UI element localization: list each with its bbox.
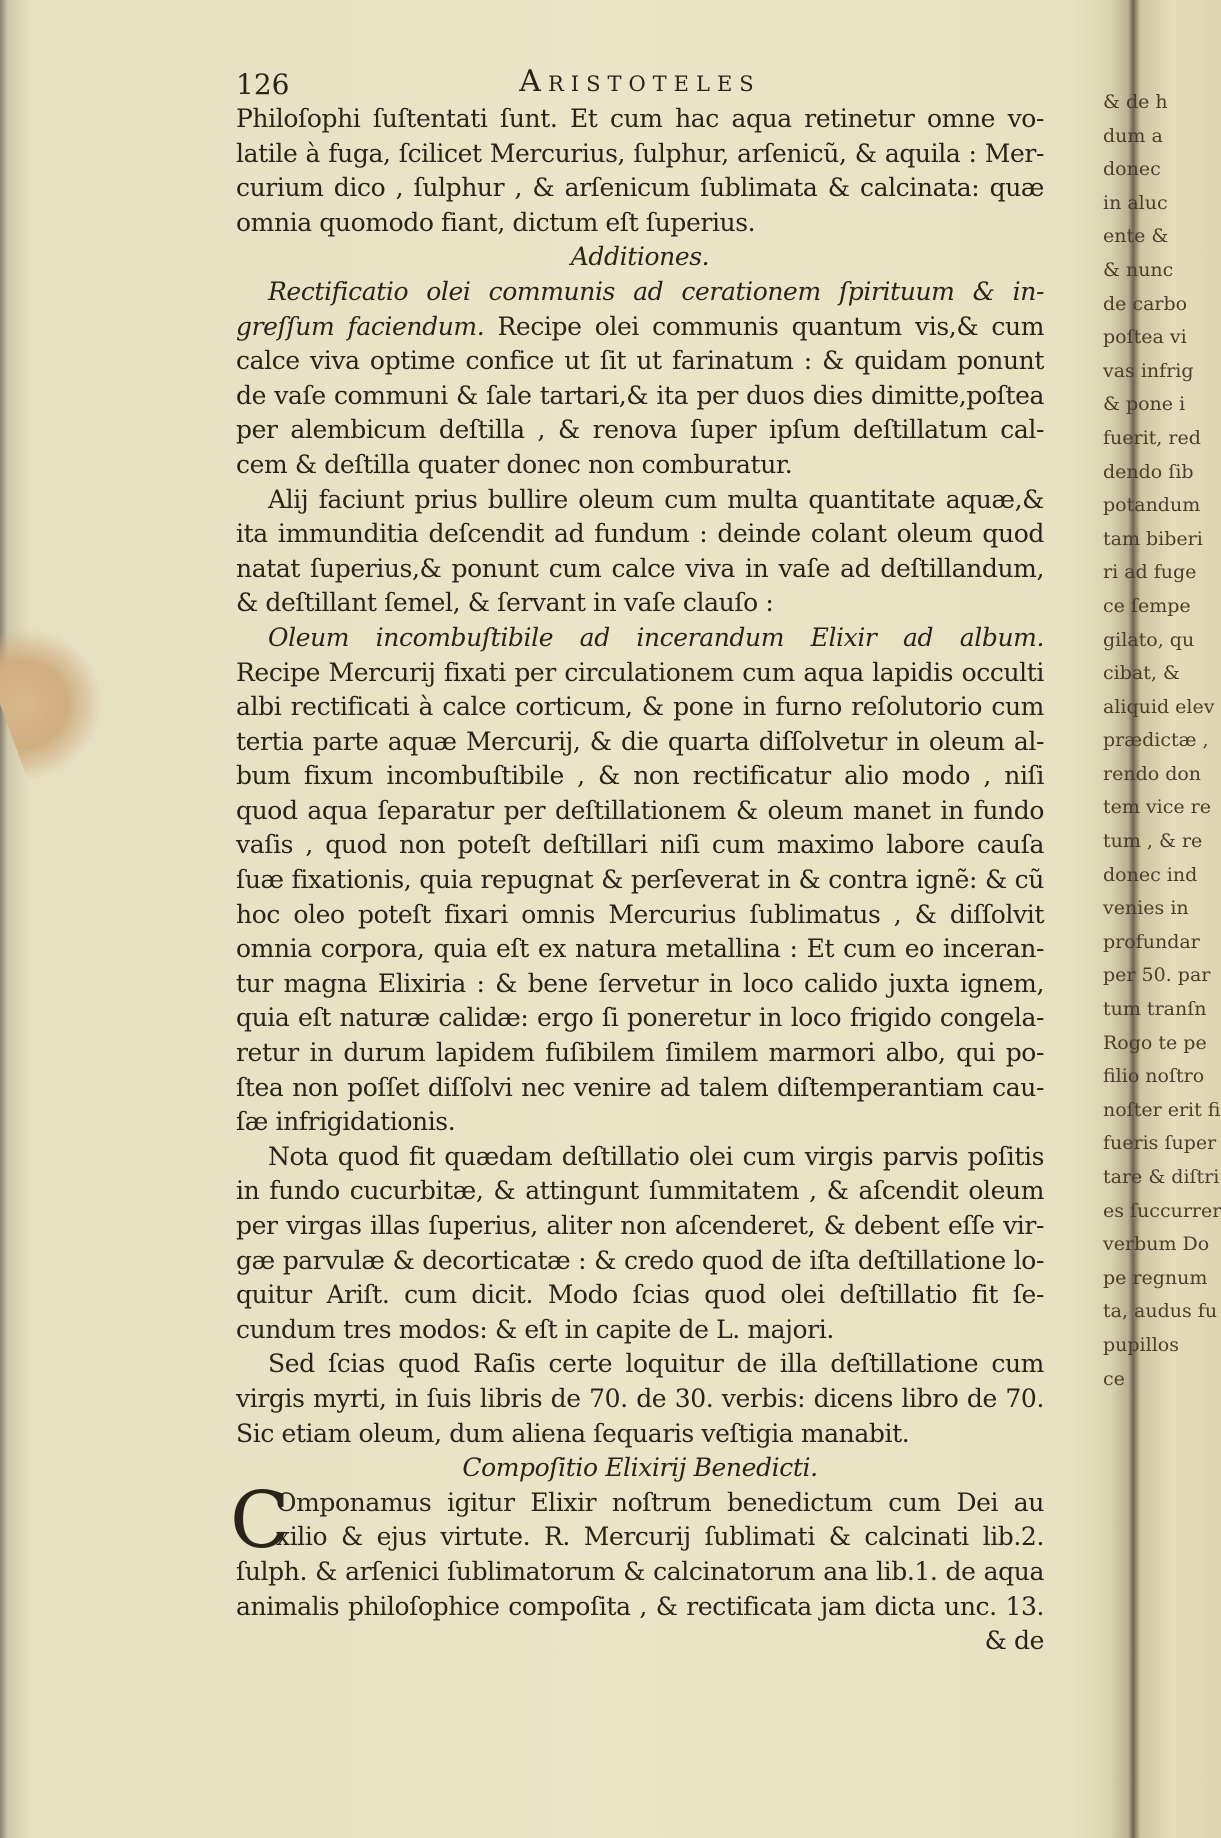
text-run: per virgas illas ſuperius, aliter non aſcenderet, & debent eſſe vir- xyxy=(236,1211,1044,1240)
text-line xyxy=(236,517,1044,552)
text-line xyxy=(236,1624,1044,1659)
facing-page-fragment: aliquid elev xyxy=(1103,695,1215,718)
facing-page-fragment: tem vice re xyxy=(1103,796,1211,819)
body-text xyxy=(230,102,1045,1659)
text-line xyxy=(236,794,1044,829)
facing-page-fragment: tam biberi xyxy=(1103,527,1203,550)
facing-page-fragment: Rogo te pe xyxy=(1103,1031,1207,1054)
text-line xyxy=(236,1278,1044,1313)
text-line xyxy=(236,828,1044,863)
text-line xyxy=(236,310,1044,345)
facing-page-fragment: filio noſtro xyxy=(1103,1065,1205,1088)
text-line xyxy=(236,1174,1044,1209)
facing-page-fragment: & pone i xyxy=(1103,393,1186,416)
facing-page-fragment: & de h xyxy=(1103,91,1168,113)
text-line xyxy=(236,863,1044,898)
facing-page-fragment: ri ad fuge xyxy=(1103,561,1197,584)
text-run: omnia corpora, quia eſt ex natura metallina : Et cum eo inceran- xyxy=(236,934,1044,964)
text-line xyxy=(236,275,1044,310)
text-line xyxy=(236,1382,1044,1417)
text-line xyxy=(236,1313,1044,1348)
text-line xyxy=(236,206,1044,241)
facing-page-fragment: profundar xyxy=(1103,930,1200,953)
text-run: ſuæ fixationis, quia repugnat & perſeverat in & contra ignẽ: & cũ xyxy=(236,865,1044,895)
text-line xyxy=(236,725,1044,760)
facing-page-fragment: donec ind xyxy=(1103,863,1198,886)
text-run: Alij faciunt prius bullire oleum cum multa quantitate aquæ,& xyxy=(268,484,1044,514)
text-line xyxy=(236,1036,1044,1071)
text-run: curium dico , ſulphur , & arſenicum ſublimata & calcinata: quæ xyxy=(236,173,1044,203)
text-line xyxy=(236,448,1044,483)
facing-page-fragment: ce xyxy=(1103,1367,1125,1390)
text-run: retur in durum lapidem fuſibilem ſimilem marmori albo, qui po- xyxy=(236,1038,1044,1068)
text-run: animalis philoſophice compoſita , & rectificata jam dicta unc. 13. xyxy=(236,1591,1044,1621)
page-stain xyxy=(0,607,123,782)
text-run: ſulph. & arſenici ſublimatorum & calcinatorum ana lib.1. de aqua xyxy=(236,1556,1044,1586)
facing-page-fragment: gilato, qu xyxy=(1103,628,1195,651)
text-run: cundum tres modos: & eſt in capite de L. majori. xyxy=(236,1314,834,1344)
facing-page-fragment: ente & xyxy=(1103,225,1169,248)
facing-page-fragment: pupillos xyxy=(1103,1333,1179,1356)
drop-cap: C xyxy=(230,1475,290,1566)
facing-page-fragment: verbum Do xyxy=(1103,1233,1210,1256)
text-run: quitur Ariſt. cum dicit. Modo ſcias quod olei deſtillatio fit ſe- xyxy=(236,1280,1044,1310)
text-line xyxy=(236,102,1044,137)
text-run: xilio & ejus virtute. R. Mercurij ſublimati & calcinati lib.2. xyxy=(276,1522,1044,1552)
text-run: virgis myrti, in ſuis libris de 70. de 30. verbis: dicens libro de 70. xyxy=(236,1383,1044,1413)
facing-page-fragment: potandum xyxy=(1103,494,1201,517)
text-line xyxy=(236,932,1044,967)
facing-page-fragment: tum , & re xyxy=(1103,830,1203,853)
text-line xyxy=(236,1417,1044,1452)
text-run: Omponamus igitur Elixir noſtrum benedictum cum Dei au xyxy=(276,1487,1044,1517)
text-run: vaſis , quod non poteſt deſtillari niſi cum maximo labore cauſa xyxy=(236,830,1044,860)
text-run: tur magna Elixiria : & bene ſervetur in loco calido juxta ignem, xyxy=(236,968,1044,998)
facing-page-fragment: fueris ſuper xyxy=(1103,1132,1217,1155)
text-line xyxy=(236,1140,1044,1175)
text-line xyxy=(236,552,1044,587)
italic-text: Compoſitio Elixirij Benedicti. xyxy=(462,1453,818,1483)
facing-page-fragment: es ſuccurrer xyxy=(1103,1199,1221,1222)
facing-page-fragment: noſter erit fi xyxy=(1103,1098,1221,1121)
facing-page-fragment: dum a xyxy=(1103,124,1163,147)
facing-page-fragment: tare & diſtri xyxy=(1103,1166,1220,1188)
text-run: hoc oleo poteſt fixari omnis Mercurius ſublimatus , & diſſolvit xyxy=(236,899,1044,929)
text-line xyxy=(236,1105,1044,1140)
text-run: bum fixum incombuſtibile , & non rectificatur alio modo , niſi xyxy=(236,761,1044,791)
text-line xyxy=(236,240,1044,275)
text-line xyxy=(236,759,1044,794)
facing-page-fragment: prædictæ , xyxy=(1103,729,1209,752)
text-line xyxy=(236,586,1044,621)
text-run: Philoſophi ſuſtentati ſunt. Et cum hac aqua retinetur omne vo- xyxy=(236,104,1044,133)
text-line xyxy=(236,1071,1044,1106)
text-line xyxy=(236,1590,1044,1625)
facing-page-fragment: ta, audus fu xyxy=(1103,1300,1218,1323)
text-run: per alembicum deſtilla , & renova ſuper ipſum deſtillatum cal- xyxy=(236,415,1044,445)
facing-page-fragment: tum tranſn xyxy=(1103,998,1207,1021)
text-line xyxy=(236,898,1044,933)
text-line xyxy=(236,413,1044,448)
running-head: Aristoteles xyxy=(519,64,761,99)
text-run: omnia quomodo fiant, dictum eſt ſuperius. xyxy=(236,207,756,237)
italic-text: Additiones. xyxy=(570,242,710,272)
text-run: gæ parvulæ & decorticatæ : & credo quod de iſta deſtillatione lo- xyxy=(236,1245,1044,1275)
facing-page-edge xyxy=(1103,86,1221,1396)
facing-page-fragment: in aluc xyxy=(1103,191,1168,214)
text-line xyxy=(236,690,1044,725)
text-line xyxy=(236,621,1044,656)
text-line xyxy=(236,1347,1044,1382)
facing-page-fragment: poſtea vi xyxy=(1103,326,1187,349)
text-run: Sic etiam oleum, dum aliena ſequaris veſtigia manabit. xyxy=(236,1418,910,1448)
text-run: quia eſt naturæ calidæ: ergo ſi poneretur in loco frigido congela- xyxy=(236,1003,1044,1033)
facing-page-fragment: rendo don xyxy=(1103,762,1202,785)
text-run: albi rectificati à calce corticum, & pone in furno reſolutorio cum xyxy=(236,692,1044,722)
text-line xyxy=(236,483,1044,518)
text-run: in fundo cucurbitæ, & attingunt ſummitatem , & aſcendit oleum xyxy=(236,1176,1044,1206)
text-line xyxy=(236,656,1044,691)
text-line xyxy=(236,1555,1044,1590)
text-run: ſtea non poſſet diſſolvi nec venire ad talem diſtemperantiam cau- xyxy=(236,1072,1044,1102)
text-run: Recipe Mercurij fixati per circulationem cum aqua lapidis occulti xyxy=(236,657,1044,687)
italic-text: greſſum faciendum. xyxy=(236,311,498,341)
text-line xyxy=(236,171,1044,206)
text-line xyxy=(236,967,1044,1002)
facing-page-fragment: dendo ſib xyxy=(1103,460,1194,483)
facing-page-fragment: vas infrig xyxy=(1103,359,1194,382)
text-line xyxy=(236,344,1044,379)
text-run: ſæ infrigidationis. xyxy=(236,1107,456,1137)
text-run: tertia parte aquæ Mercurij, & die quarta diſſolvetur in oleum al- xyxy=(236,726,1044,756)
page-number: 126 xyxy=(236,68,290,101)
text-run: Sed ſcias quod Raſis certe loquitur de illa deſtillatione cum xyxy=(268,1349,1044,1379)
text-run: latile à fuga, ſcilicet Mercurius, ſulphur, arſenicũ, & aquila : Mer- xyxy=(236,138,1044,168)
book-page xyxy=(230,62,1045,1659)
facing-page-fragment: donec xyxy=(1103,158,1161,181)
text-run: quod aqua ſeparatur per deſtillationem & oleum manet in fundo xyxy=(236,795,1044,825)
facing-page-fragment: venies in xyxy=(1103,897,1189,920)
facing-page-fragment: ce ſempe xyxy=(1103,594,1191,617)
facing-page-fragment: per 50. par xyxy=(1103,964,1211,987)
text-run: natat ſuperius,& ponunt cum calce viva in vaſe ad deſtillandum, xyxy=(236,553,1044,583)
page-header xyxy=(236,62,1044,102)
text-line xyxy=(236,137,1044,172)
text-line xyxy=(236,1244,1044,1279)
text-line xyxy=(236,379,1044,414)
text-line xyxy=(236,1520,1044,1555)
facing-page-fragment: fuerit, red xyxy=(1103,426,1201,449)
text-run: ita immunditia deſcendit ad fundum : deinde colant oleum quod xyxy=(236,519,1044,549)
italic-text: Oleum incombuſtibile ad incerandum Elixir ad album. xyxy=(268,622,1044,652)
text-run: cem & deſtilla quater donec non comburatur. xyxy=(236,449,793,479)
text-line xyxy=(236,1451,1044,1486)
facing-page-fragment: & nunc xyxy=(1103,258,1174,281)
text-run: de vaſe communi & ſale tartari,& ita per duos dies dimitte,poſtea xyxy=(236,380,1044,410)
text-run: Nota quod fit quædam deſtillatio olei cum virgis parvis poſitis xyxy=(268,1141,1044,1171)
text-run: & de xyxy=(984,1626,1044,1656)
text-run: calce viva optime confice ut ſit ut farinatum : & quidam ponunt xyxy=(236,346,1044,376)
italic-text: Rectificatio olei communis ad cerationem ſpirituum & in- xyxy=(268,276,1044,306)
text-run: & deſtillant ſemel, & ſervant in vaſe clauſo : xyxy=(236,588,774,618)
text-line xyxy=(236,1209,1044,1244)
facing-page-fragment: pe regnum xyxy=(1103,1266,1208,1289)
text-run: Recipe olei communis quantum vis,& cum xyxy=(497,311,1045,341)
facing-page-fragment: cibat, & xyxy=(1103,662,1180,685)
facing-page-fragment: de carbo xyxy=(1103,292,1188,315)
text-line xyxy=(236,1001,1044,1036)
